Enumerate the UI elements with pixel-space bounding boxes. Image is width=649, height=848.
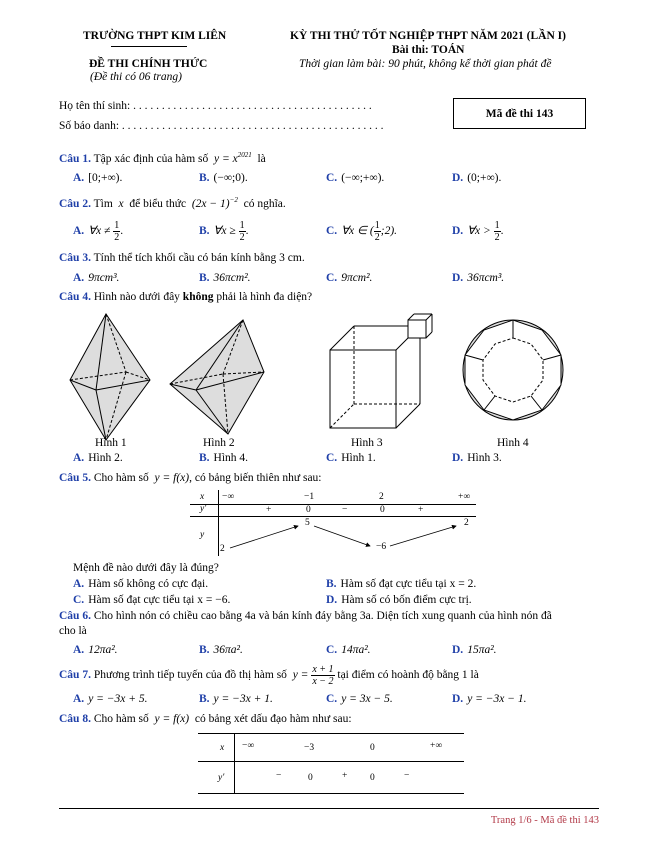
figure-2-bipyramid [170,320,264,434]
question-5: Câu 5. Cho hàm số y = f(x), có bảng biến thiên như sau: [59,472,322,484]
q2-option-a[interactable]: A. ∀x ≠ $\frac{1}{2}$ . [73,220,124,243]
figure-4-dodecahedron [463,320,563,420]
q2-option-b[interactable]: B. ∀x ≥ $\frac{1}{2}$ . [199,220,249,243]
q5-question-prompt: Mệnh đề nào dưới đây là đúng? [73,562,219,574]
q6-option-d[interactable]: D. 15πa². [452,644,497,656]
q3-option-a[interactable]: A. 9πcm³. [73,272,120,284]
footer-rule [59,808,599,809]
figure-3-cubes [330,314,432,428]
student-id-line: Số báo danh: . . . . . . . . . . . . . . . . . . . . . . . . . . . . . . . . . . . . . . . . . . . . . . [59,120,384,132]
polyhedra-figures [58,312,598,444]
time-note: Thời gian làm bài: 90 phút, không kể thời gian phát đề [299,58,552,70]
student-name-line: Họ tên thí sinh: . . . . . . . . . . . . . . . . . . . . . . . . . . . . . . . . . . . . . . . . . . [59,100,372,112]
q4-option-d[interactable]: D. Hình 3. [452,452,502,464]
question-3: Câu 3. Tính thể tích khối cầu có bán kính bằng 3 cm. [59,252,305,264]
q8-sign-table: x y′ −∞ −3 0 +∞ − 0 + 0 − [198,733,464,795]
q6-option-b[interactable]: B. 36πa². [199,644,243,656]
q7-option-a[interactable]: A. y = −3x + 5. [73,693,148,705]
q5-option-c[interactable]: C. Hàm số đạt cực tiểu tại x = −6. [73,594,231,606]
q4-option-b[interactable]: B. Hình 4. [199,452,249,464]
q4-option-c[interactable]: C. Hình 1. [326,452,376,464]
q5-option-b[interactable]: B. Hàm số đạt cực tiểu tại x = 2. [326,578,477,590]
official-label: ĐỀ THI CHÍNH THỨC [89,58,208,70]
figure-1-label: Hình 1 [95,437,127,449]
q1-option-b[interactable]: B. (−∞;0). [199,172,248,184]
q5-option-d[interactable]: D. Hàm số có bốn điểm cực trị. [326,594,472,606]
question-2: Câu 2. Tìm x để biểu thức $(2x - 1)^{-2}$ có nghĩa. [59,196,286,210]
school-name: TRƯỜNG THPT KIM LIÊN [83,30,227,42]
q2-option-d[interactable]: D. ∀x > $\frac{1}{2}$ . [452,220,504,243]
q4-option-a[interactable]: A. Hình 2. [73,452,123,464]
question-1: Câu 1. Tập xác định của hàm số $y = x^{2021}$ là [59,151,266,165]
page-footer: Trang 1/6 - Mã đề thi 143 [490,815,599,826]
q1-option-c[interactable]: C. (−∞;+∞). [326,172,385,184]
q7-option-c[interactable]: C. y = 3x − 5. [326,693,393,705]
question-6: Câu 6. Cho hình nón có chiều cao bằng 4a và bán kính đáy bằng 3a. Diện tích xung quanh của hình nón đã [59,610,552,622]
question-6-cont: cho là [59,625,87,637]
figure-4-label: Hình 4 [497,437,529,449]
q2-option-c[interactable]: C. ∀x ∈ ( $\frac{1}{2}$ ;2). [326,220,398,243]
figure-3-label: Hình 3 [351,437,383,449]
q1-option-d[interactable]: D. (0;+∞). [452,172,502,184]
q7-option-b[interactable]: B. y = −3x + 1. [199,693,273,705]
question-8: Câu 8. Cho hàm số y = f(x) có bảng xét dấu đạo hàm như sau: [59,713,352,725]
q3-option-d[interactable]: D. 36πcm³. [452,272,505,284]
question-7: Câu 7. Phương trình tiếp tuyến của đồ thị hàm số y = $\frac{x + 1}{x - 2}$ tại điểm có hoành độ bằng 1 là [59,664,479,687]
q1-option-a[interactable]: A. [0;+∞). [73,172,123,184]
q3-option-c[interactable]: C. 9πcm². [326,272,373,284]
q5-option-a[interactable]: A. Hàm số không có cực đại. [73,578,209,590]
exam-subject: Bài thi: TOÁN [392,44,465,56]
school-underline [111,46,187,47]
exam-title: KỲ THI THỬ TỐT NGHIỆP THPT NĂM 2021 (LẦN I) [290,30,566,42]
figure-1-octahedron [70,314,150,440]
q7-option-d[interactable]: D. y = −3x − 1. [452,693,527,705]
figure-2-label: Hình 2 [203,437,235,449]
q6-option-c[interactable]: C. 14πa². [326,644,371,656]
q5-variation-table: x y′ y −∞ −1 2 +∞ + 0 − 0 + 2 5 −6 2 [190,490,476,556]
q6-option-a[interactable]: A. 12πa². [73,644,118,656]
exam-code-box: Mã đề thi 143 [453,98,586,129]
pages-note: (Đề thi có 06 trang) [90,71,182,83]
q3-option-b[interactable]: B. 36πcm². [199,272,251,284]
question-4: Câu 4. Hình nào dưới đây không phải là hình đa diện? [59,291,313,303]
